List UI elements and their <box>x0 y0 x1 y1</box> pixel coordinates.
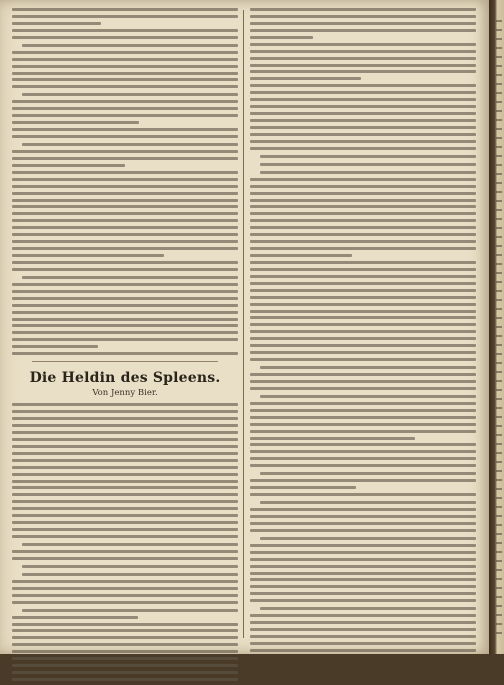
text-line <box>12 466 238 469</box>
text-line <box>12 36 238 39</box>
text-line <box>12 100 238 103</box>
page-edge-mark <box>496 542 502 544</box>
page-edge-mark <box>496 29 502 31</box>
text-line <box>12 290 238 293</box>
right-column <box>250 8 476 656</box>
page-edge-mark <box>496 596 502 598</box>
page-edge-mark <box>496 353 502 355</box>
page-edge-mark <box>496 209 502 211</box>
text-line <box>260 537 476 540</box>
text-line <box>250 493 476 496</box>
text-line <box>250 387 476 390</box>
text-line <box>250 479 476 482</box>
text-line <box>12 311 238 314</box>
article-title: Die Heldin des Spleens. <box>29 370 221 387</box>
page-edge-mark <box>496 326 502 328</box>
page-edge-mark <box>496 380 502 382</box>
text-line <box>22 573 238 576</box>
text-line <box>12 8 238 11</box>
text-line <box>250 344 476 347</box>
text-line <box>250 147 476 150</box>
text-line <box>250 599 476 602</box>
text-line <box>250 351 476 354</box>
page-edge-mark <box>496 137 502 139</box>
text-line <box>250 112 476 115</box>
text-line <box>260 501 476 504</box>
text-line <box>12 657 238 660</box>
text-line <box>250 212 476 215</box>
text-line <box>250 572 476 575</box>
text-line <box>12 107 238 110</box>
text-line <box>250 578 476 581</box>
page-edge-mark <box>496 155 502 157</box>
page-edge-mark <box>496 182 502 184</box>
text-line <box>12 219 238 222</box>
adjacent-page-edge <box>489 0 504 654</box>
text-line <box>260 155 476 158</box>
page-edge-mark <box>496 488 502 490</box>
page-edge-mark <box>496 434 502 436</box>
text-line <box>12 514 238 517</box>
text-line <box>12 557 238 560</box>
text-line <box>12 240 238 243</box>
text-line <box>250 642 476 645</box>
text-line <box>22 609 238 612</box>
text-line <box>12 150 238 153</box>
text-line <box>12 178 238 181</box>
page-edge-mark <box>496 578 502 580</box>
page-edge-mark <box>496 83 502 85</box>
page-edge-mark <box>496 551 502 553</box>
text-line <box>12 528 238 531</box>
page-edge-mark <box>496 236 502 238</box>
text-line <box>12 403 238 406</box>
text-line <box>250 77 361 80</box>
text-line <box>12 664 238 667</box>
text-line <box>260 163 476 166</box>
text-line <box>12 78 238 81</box>
text-line <box>12 297 238 300</box>
text-line <box>250 373 476 376</box>
text-line <box>250 282 476 285</box>
text-line <box>12 15 238 18</box>
text-line <box>250 57 476 60</box>
page-edge-mark <box>496 263 502 265</box>
page-edge-mark <box>496 110 502 112</box>
text-line <box>250 205 476 208</box>
text-line <box>250 330 476 333</box>
page-edge-mark <box>496 560 502 562</box>
text-line <box>12 268 238 271</box>
text-line <box>250 416 476 419</box>
text-line <box>250 247 476 250</box>
page-edge-mark <box>496 497 502 499</box>
text-line <box>22 44 238 47</box>
page-edge-mark <box>496 164 502 166</box>
text-line <box>260 366 476 369</box>
text-line <box>12 29 238 32</box>
text-line <box>250 358 476 361</box>
text-line <box>12 493 238 496</box>
text-line <box>260 395 476 398</box>
left-column <box>12 8 238 685</box>
page-edge-mark <box>496 614 502 616</box>
page-edge-mark <box>496 191 502 193</box>
text-line <box>12 72 238 75</box>
page-edge-mark <box>496 632 502 634</box>
section-divider <box>32 361 218 362</box>
text-line <box>12 601 238 604</box>
text-line <box>12 164 125 167</box>
text-line <box>12 121 139 124</box>
page-edge-mark <box>496 317 502 319</box>
text-line <box>250 508 476 511</box>
text-line <box>260 472 476 475</box>
page-edge-mark <box>496 569 502 571</box>
text-line <box>250 226 476 229</box>
page-edge-mark <box>496 362 502 364</box>
text-line <box>12 643 238 646</box>
text-line <box>12 324 238 327</box>
text-line <box>250 254 352 257</box>
page-edge-mark <box>496 533 502 535</box>
text-line <box>250 437 415 440</box>
text-line <box>250 558 476 561</box>
text-line <box>12 473 238 476</box>
text-line <box>250 423 476 426</box>
text-line <box>12 171 238 174</box>
text-line <box>250 621 476 624</box>
text-line <box>12 212 238 215</box>
text-line <box>250 105 476 108</box>
text-line <box>12 431 238 434</box>
page-edge-mark <box>496 470 502 472</box>
text-line <box>12 459 238 462</box>
text-line <box>250 486 356 489</box>
text-line <box>12 616 138 619</box>
text-line <box>250 457 476 460</box>
text-line <box>250 126 476 129</box>
text-line <box>250 585 476 588</box>
text-line <box>12 535 238 538</box>
text-line <box>250 323 476 326</box>
text-line <box>12 650 238 653</box>
text-line <box>250 178 476 181</box>
page-edge-mark <box>496 119 502 121</box>
text-line <box>250 529 476 532</box>
page-edge-mark <box>496 623 502 625</box>
text-line <box>250 29 476 32</box>
text-line <box>250 443 476 446</box>
text-line <box>12 580 238 583</box>
text-line <box>250 268 476 271</box>
text-line <box>12 331 238 334</box>
page-edge-mark <box>496 398 502 400</box>
page-edge-mark <box>496 425 502 427</box>
text-line <box>250 409 476 412</box>
page-edge-mark <box>496 227 502 229</box>
page-edge-mark <box>496 605 502 607</box>
text-line <box>12 254 164 257</box>
page-edge-mark <box>496 587 502 589</box>
text-line <box>12 22 101 25</box>
text-line <box>12 51 238 54</box>
page-edge-mark <box>496 452 502 454</box>
page-edge-mark <box>496 56 502 58</box>
text-line <box>250 402 476 405</box>
page-edge-mark <box>496 416 502 418</box>
text-line <box>22 543 238 546</box>
page-edge-mark <box>496 290 502 292</box>
text-line <box>12 452 238 455</box>
text-line <box>250 296 476 299</box>
text-line <box>12 345 98 348</box>
page-edge-mark <box>496 335 502 337</box>
text-line <box>12 438 238 441</box>
text-line <box>250 592 476 595</box>
text-line <box>250 98 476 101</box>
text-line <box>250 192 476 195</box>
text-line <box>250 289 476 292</box>
text-line <box>250 275 476 278</box>
text-line <box>250 649 476 652</box>
text-line <box>12 636 238 639</box>
text-line <box>12 304 238 307</box>
text-line <box>250 22 476 25</box>
text-line <box>250 544 476 547</box>
page-edge-mark <box>496 299 502 301</box>
article-byline: Von Jenny Bier. <box>92 388 158 399</box>
text-line <box>250 261 476 264</box>
text-line <box>12 247 238 250</box>
text-line <box>22 565 238 568</box>
text-line <box>250 635 476 638</box>
right-column-text-block <box>250 8 476 652</box>
page-edge-mark <box>496 281 502 283</box>
page-edge-mark <box>496 371 502 373</box>
text-line <box>12 192 238 195</box>
text-line <box>260 171 476 174</box>
page-edge-mark <box>496 308 502 310</box>
text-line <box>12 623 238 626</box>
text-line <box>250 64 476 67</box>
text-line <box>12 135 238 138</box>
text-line <box>250 464 476 467</box>
text-line <box>12 445 238 448</box>
text-line <box>250 133 476 136</box>
text-line <box>12 671 238 674</box>
page-edge-mark <box>496 506 502 508</box>
text-line <box>12 424 238 427</box>
text-line <box>12 521 238 524</box>
text-line <box>12 85 238 88</box>
text-line <box>12 157 238 160</box>
page-edge-mark <box>496 479 502 481</box>
text-line <box>12 678 238 681</box>
text-line <box>12 410 238 413</box>
text-line <box>12 417 238 420</box>
text-line <box>12 261 238 264</box>
text-line <box>250 119 476 122</box>
text-line <box>250 199 476 202</box>
page-edge-mark <box>496 128 502 130</box>
page-edge-mark <box>496 443 502 445</box>
text-line <box>12 199 238 202</box>
text-line <box>250 219 476 222</box>
text-line <box>250 515 476 518</box>
page-edge-mark <box>496 38 502 40</box>
text-line <box>250 15 476 18</box>
text-line <box>250 628 476 631</box>
text-line <box>12 185 238 188</box>
page-edge-mark <box>496 47 502 49</box>
text-line <box>22 143 238 146</box>
text-line <box>250 303 476 306</box>
text-line <box>12 226 238 229</box>
text-line <box>12 587 238 590</box>
text-line <box>250 380 476 383</box>
text-line <box>250 36 313 39</box>
text-line <box>12 480 238 483</box>
text-line <box>250 50 476 53</box>
text-line <box>12 233 238 236</box>
text-line <box>12 338 238 341</box>
text-line <box>12 58 238 61</box>
text-line <box>12 507 238 510</box>
page-edge-mark <box>496 146 502 148</box>
text-line <box>12 486 238 489</box>
text-line <box>250 84 476 87</box>
text-line <box>260 607 476 610</box>
text-line <box>250 310 476 313</box>
page-edge-mark <box>496 92 502 94</box>
text-line <box>250 522 476 525</box>
page-edge-mark <box>496 173 502 175</box>
text-line <box>250 70 476 73</box>
page-edge-mark <box>496 461 502 463</box>
text-line <box>250 8 476 11</box>
page-edge-mark <box>496 245 502 247</box>
text-line <box>12 594 238 597</box>
text-line <box>250 140 476 143</box>
page-edge-mark <box>496 218 502 220</box>
page-edge-mark <box>496 65 502 67</box>
page-edge-mark <box>496 20 502 22</box>
text-line <box>250 565 476 568</box>
text-line <box>12 352 238 355</box>
column-rule <box>243 10 244 638</box>
text-line <box>12 205 238 208</box>
page-edge-mark <box>496 515 502 517</box>
text-line <box>12 500 238 503</box>
text-line <box>250 43 476 46</box>
page-edge-mark <box>496 272 502 274</box>
text-line <box>12 318 238 321</box>
text-line <box>22 276 238 279</box>
text-line <box>12 114 238 117</box>
left-column-text-block <box>12 8 238 355</box>
page-edge-mark <box>496 407 502 409</box>
text-line <box>12 65 238 68</box>
text-line <box>22 93 238 96</box>
text-line <box>250 337 476 340</box>
text-line <box>250 450 476 453</box>
text-line <box>12 550 238 553</box>
page-edge-mark <box>496 344 502 346</box>
text-line <box>250 430 476 433</box>
page-edge-mark <box>496 389 502 391</box>
text-line <box>12 128 238 131</box>
text-line <box>250 91 476 94</box>
text-line <box>12 629 238 632</box>
text-line <box>12 283 238 286</box>
page-edge-mark <box>496 74 502 76</box>
page-edge-mark <box>496 524 502 526</box>
text-line <box>250 240 476 243</box>
text-line <box>250 316 476 319</box>
article-body-text <box>12 403 238 681</box>
page-edge-mark <box>496 200 502 202</box>
text-line <box>250 551 476 554</box>
text-line <box>250 233 476 236</box>
text-line <box>250 185 476 188</box>
page-edge-mark <box>496 101 502 103</box>
text-line <box>250 614 476 617</box>
page-edge-mark <box>496 254 502 256</box>
